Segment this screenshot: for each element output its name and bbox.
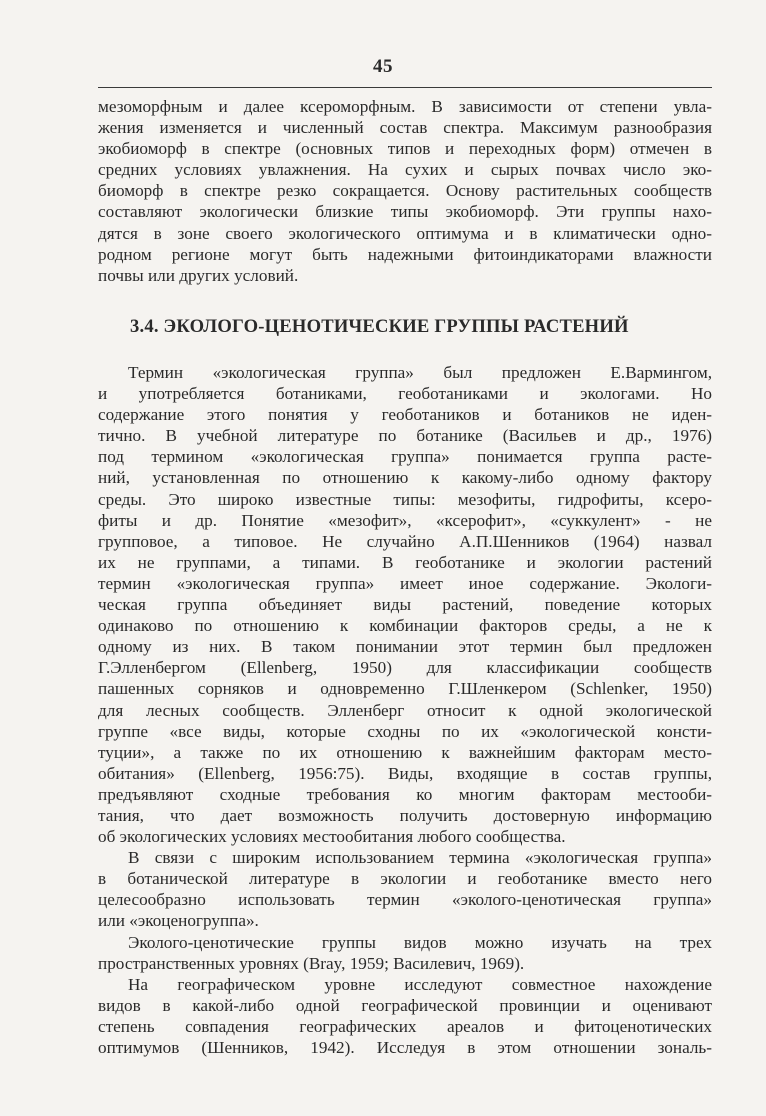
text-line: На географическом уровне исследуют совместное нахождение	[128, 974, 712, 994]
text-line: оптимумов (Шенников, 1942). Исследуя в этом отношении зональ-	[98, 1038, 712, 1057]
text-line: одинаково по отношению к комбинации факторов среды, а не к	[98, 616, 712, 636]
text-line: их не группами, а типами. В геоботанике и экологии растений	[98, 552, 712, 572]
text-line: составляют экологически близкие типы экобиоморф. Эти группы нахо-	[98, 202, 712, 222]
text-line: экобиоморф в спектре (основных типов и переходных форм) отмечен в	[98, 139, 712, 159]
text-line: целесообразно использовать термин «эколого-ценотическая группа»	[98, 890, 712, 910]
page-number: 45	[373, 56, 393, 77]
text-line: В связи с широким использованием термина «экологическая группа»	[128, 848, 712, 868]
text-line: для лесных сообществ. Элленберг относит к одной экологической	[98, 700, 712, 720]
text-line: содержание этого понятия у геоботаников и ботаников не иден-	[98, 405, 712, 425]
text-line: группе «все виды, которые сходны по их «экологической консти-	[98, 721, 712, 741]
text-line: одному из них. В таком понимании этот термин был предложен	[98, 637, 712, 657]
text-line: фиты и др. Понятие «мезофит», «ксерофит», «суккулент» - не	[98, 510, 712, 530]
text-line: термин «экологическая группа» имеет иное содержание. Экологи-	[98, 573, 712, 593]
section-heading: 3.4. ЭКОЛОГО-ЦЕНОТИЧЕСКИЕ ГРУППЫ РАСТЕНИЙ	[130, 316, 629, 337]
text-line: почвы или других условий.	[98, 265, 299, 285]
text-line: пространственных уровнях (Bray, 1959; Василевич, 1969).	[98, 953, 525, 973]
text-line: об экологических условиях местообитания любого сообщества.	[98, 827, 566, 847]
text-line: под термином «экологическая группа» понимается группа расте-	[98, 447, 712, 467]
text-line: и употребляется ботаниками, геоботаниками и экологами. Но	[98, 384, 712, 404]
text-line: жения изменяется и численный состав спектра. Максимум разнообразия	[98, 118, 712, 138]
text-line: Г.Элленбергом (Ellenberg, 1950) для классификации сообществ	[98, 658, 712, 678]
text-line: видов в какой-либо одной географической провинции и оценивают	[98, 995, 712, 1015]
text-line: тично. В учебной литературе по ботанике (Васильев и др., 1976)	[98, 426, 712, 446]
text-line: туции», а также по их отношению к важнейшим факторам место-	[98, 742, 712, 762]
text-line: в ботанической литературе в экологии и геоботанике вместо него	[98, 869, 712, 889]
intro-paragraph	[98, 96, 712, 286]
text-line: средних условиях увлажнения. На сухих и сырых почвах число эко-	[98, 160, 712, 180]
text-line: тания, что дает возможность получить достоверную информацию	[98, 805, 712, 825]
text-line: Термин «экологическая группа» был предложен Е.Вармингом,	[128, 363, 712, 382]
text-line: пашенных сорняков и одновременно Г.Шленкером (Schlenker, 1950)	[98, 679, 712, 699]
header-rule	[98, 87, 712, 88]
text-line: или «экоценогруппа».	[98, 911, 259, 931]
text-line: предъявляют сходные требования ко многим факторам местооби-	[98, 784, 712, 804]
text-line: среды. Это широко известные типы: мезофиты, гидрофиты, ксеро-	[98, 489, 712, 509]
text-line: биоморф в спектре резко сокращается. Основу растительных сообществ	[98, 181, 712, 201]
text-line: родном регионе могут быть надежными фитоиндикаторами влажности	[98, 244, 712, 264]
text-line: Эколого-ценотические группы видов можно изучать на трех	[128, 932, 712, 952]
text-line: ческая группа объединяет виды растений, поведение которых	[98, 595, 712, 615]
text-line: степень совпадения географических ареалов и фитоценотических	[98, 1016, 712, 1036]
text-line: обитания» (Ellenberg, 1956:75). Виды, входящие в состав группы,	[98, 763, 712, 783]
section-body	[98, 362, 712, 1058]
text-line: ний, установленная по отношению к какому-либо одному фактору	[98, 468, 712, 488]
text-line: мезоморфным и далее ксероморфным. В зависимости от степени увла-	[98, 97, 712, 116]
text-line: групповое, а типовое. Не случайно А.П.Шенников (1964) назвал	[98, 531, 712, 551]
text-line: дятся в зоне своего экологического оптимума и в климатически одно-	[98, 223, 712, 243]
